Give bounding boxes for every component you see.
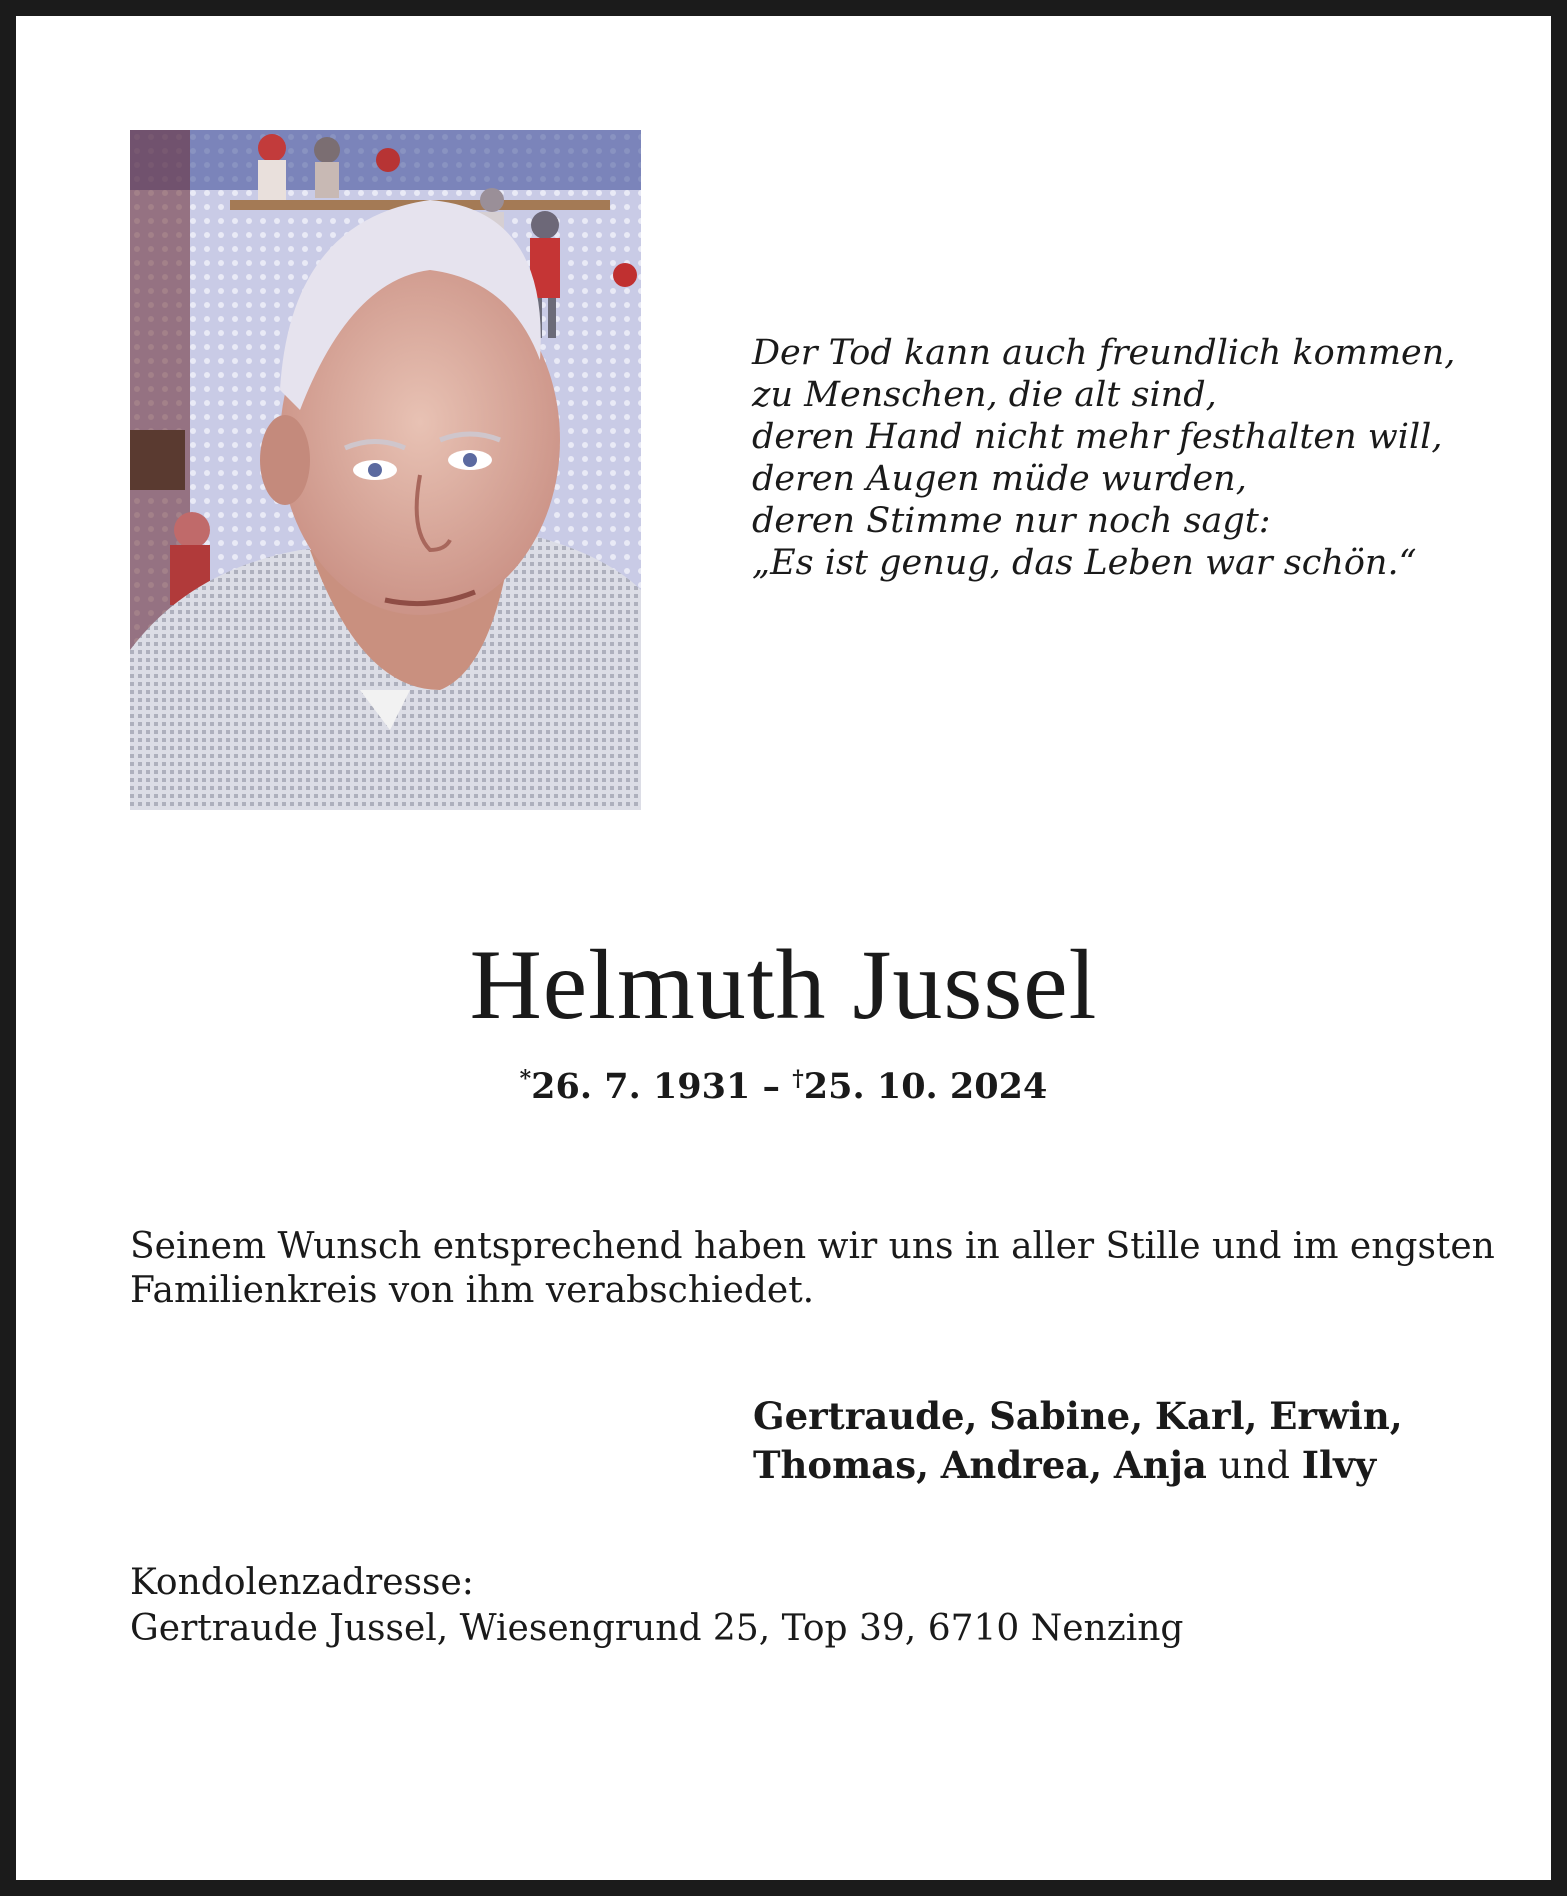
poem-line: deren Augen müde wurden, xyxy=(752,459,1247,499)
address-text: Gertraude Jussel, Wiesengrund 25, Top 39, 6710 Nenzing xyxy=(130,1608,1184,1649)
poem-line: „Es ist genug, das Leben war schön.“ xyxy=(752,543,1417,583)
poem xyxy=(752,332,1472,584)
farewell-message xyxy=(130,1225,1495,1313)
family-signatures xyxy=(753,1392,1453,1490)
life-dates xyxy=(0,1057,1567,1109)
family-member: Karl, xyxy=(1154,1394,1258,1438)
birth-symbol: * xyxy=(519,1066,532,1092)
family-member: Erwin, xyxy=(1269,1394,1403,1438)
family-line-1 xyxy=(753,1392,1453,1441)
date-separator: – xyxy=(750,1066,793,1107)
poem-line: Der Tod kann auch freundlich kommen, xyxy=(752,333,1456,373)
birth-date: 26. 7. 1931 xyxy=(531,1066,751,1107)
portrait-photo xyxy=(130,130,641,810)
message-line: Seinem Wunsch entsprechend haben wir uns in aller Stille und im engsten xyxy=(130,1226,1495,1267)
deceased-name: Helmuth Jussel xyxy=(469,929,1098,1040)
family-conjunction: und xyxy=(1218,1444,1290,1487)
family-member: Anja xyxy=(1113,1443,1207,1487)
message-line: Familienkreis von ihm verabschiedet. xyxy=(130,1270,815,1311)
family-member: Ilvy xyxy=(1301,1443,1377,1487)
poem-line: zu Menschen, die alt sind, xyxy=(752,375,1217,415)
family-member: Thomas, xyxy=(753,1443,929,1487)
family-line-2 xyxy=(753,1441,1453,1490)
family-member: Andrea, xyxy=(940,1443,1103,1487)
death-symbol: † xyxy=(792,1066,804,1092)
condolence-address xyxy=(130,1560,1330,1652)
address-label: Kondolenzadresse: xyxy=(130,1562,474,1603)
death-date: 25. 10. 2024 xyxy=(803,1066,1048,1107)
poem-line: deren Stimme nur noch sagt: xyxy=(752,501,1271,541)
poem-line: deren Hand nicht mehr festhalten will, xyxy=(752,417,1443,457)
portrait-illustration xyxy=(130,130,641,810)
family-member: Gertraude, xyxy=(753,1394,978,1438)
family-member: Sabine, xyxy=(989,1394,1144,1438)
